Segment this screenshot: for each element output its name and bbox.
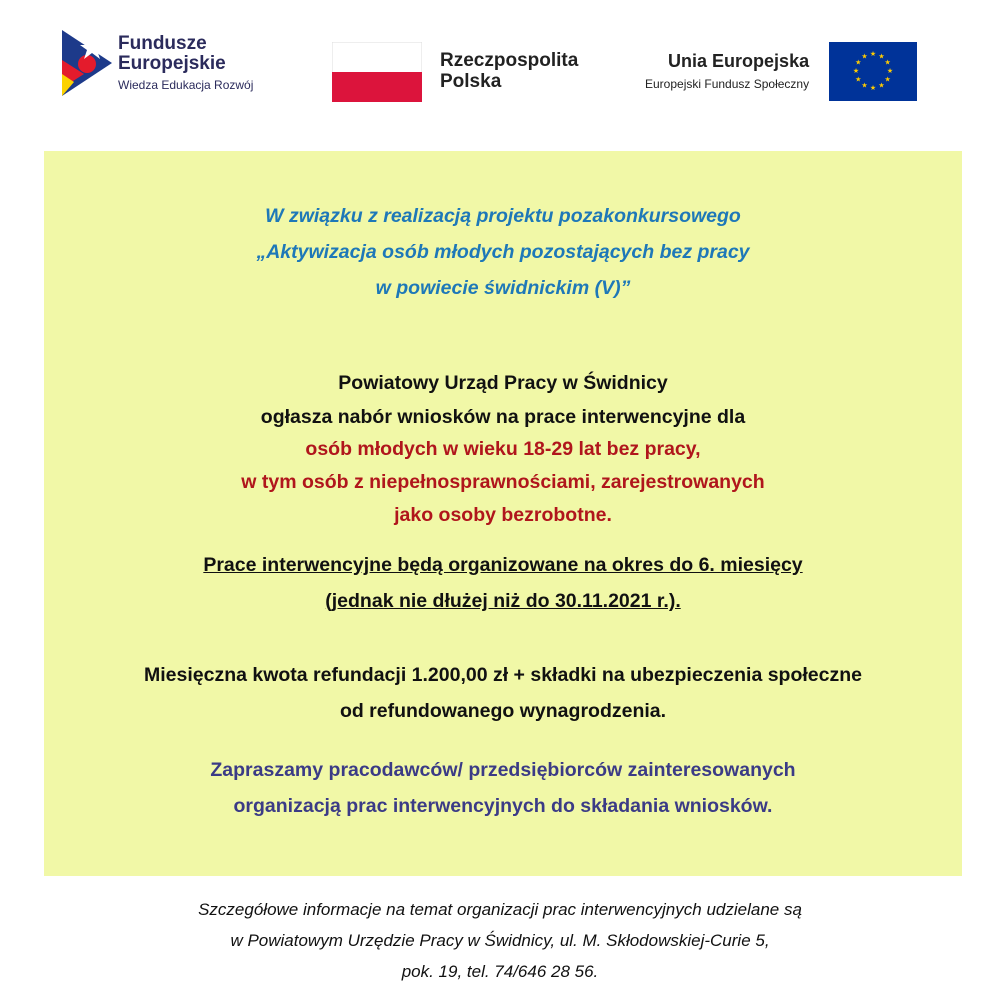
svg-text:★: ★ [861,52,868,61]
fundusze-europejskie-logo [62,30,253,96]
svg-text:★: ★ [886,67,894,75]
unia-line2: Europejski Fundusz Społeczny [645,76,810,91]
period-line-2: (jednak nie dłużej niż do 30.11.2021 r.). [325,590,681,612]
invite-line-1: Zapraszamy pracodawców/ przedsiębiorców zainteresowanych [210,759,796,781]
target-line-2: w tym osób z niepełnosprawnościami, zarejestrowanych [241,471,765,493]
amount-line-2: od refundowanego wynagrodzenia. [339,700,667,722]
logo-bar [0,0,1000,140]
svg-text:★: ★ [878,81,885,90]
rzeczpospolita-line1: Rzeczpospolita [440,50,579,72]
announcement-line: ogłasza nabór wniosków na prace interwencyjne dla [260,406,746,428]
rzeczpospolita-logo [332,42,578,102]
svg-text:★: ★ [869,50,877,58]
eu-flag-icon [829,42,917,101]
notice-panel [44,151,962,876]
target-line-1: osób młodych w wieku 18-29 lat bez pracy, [305,438,701,460]
organization-name: Powiatowy Urząd Pracy w Świdnicy [338,372,668,394]
footer-line-1: Szczegółowe informacje na temat organizacji prac interwencyjnych udzielane są [198,900,802,919]
fundusze-line3: Wiedza Edukacja Rozwój [118,78,254,93]
invite-line-2: organizacją prac interwencyjnych do składania wniosków. [233,795,773,817]
unia-europejska-logo [645,42,917,101]
unia-line1: Unia Europejska [668,51,810,71]
svg-text:★: ★ [884,58,891,67]
svg-text:★: ★ [852,67,860,75]
svg-text:★: ★ [869,84,877,92]
intro-line-1: W związku z realizacją projektu pozakonkursowego [265,205,741,227]
polish-flag-icon [332,42,422,102]
fundusze-line2: Europejskie [118,53,226,75]
intro-line-2: „Aktywizacja osób młodych pozostających bez pracy [256,241,750,263]
svg-text:★: ★ [884,75,891,84]
target-line-3: jako osoby bezrobotne. [394,504,612,526]
svg-text:★: ★ [855,58,862,67]
svg-text:★: ★ [861,81,868,90]
intro-line-3: w powiecie świdnickim (V)” [375,277,631,299]
fundusze-line1: Fundusze [118,32,207,54]
amount-line-1: Miesięczna kwota refundacji 1.200,00 zł + składki na ubezpieczenia społeczne [143,664,862,686]
svg-text:★: ★ [855,75,862,84]
rzeczpospolita-line2: Polska [440,71,502,92]
footer-line-3: pok. 19, tel. 74/646 28 56. [401,962,599,981]
svg-text:★: ★ [878,52,885,61]
period-line-1: Prace interwencyjne będą organizowane na okres do 6. miesięcy [203,554,803,576]
footer-line-2: w Powiatowym Urzędzie Pracy w Świdnicy, ul. M. Skłodowskiej-Curie 5, [230,931,770,950]
fundusze-star-icon [62,30,112,96]
